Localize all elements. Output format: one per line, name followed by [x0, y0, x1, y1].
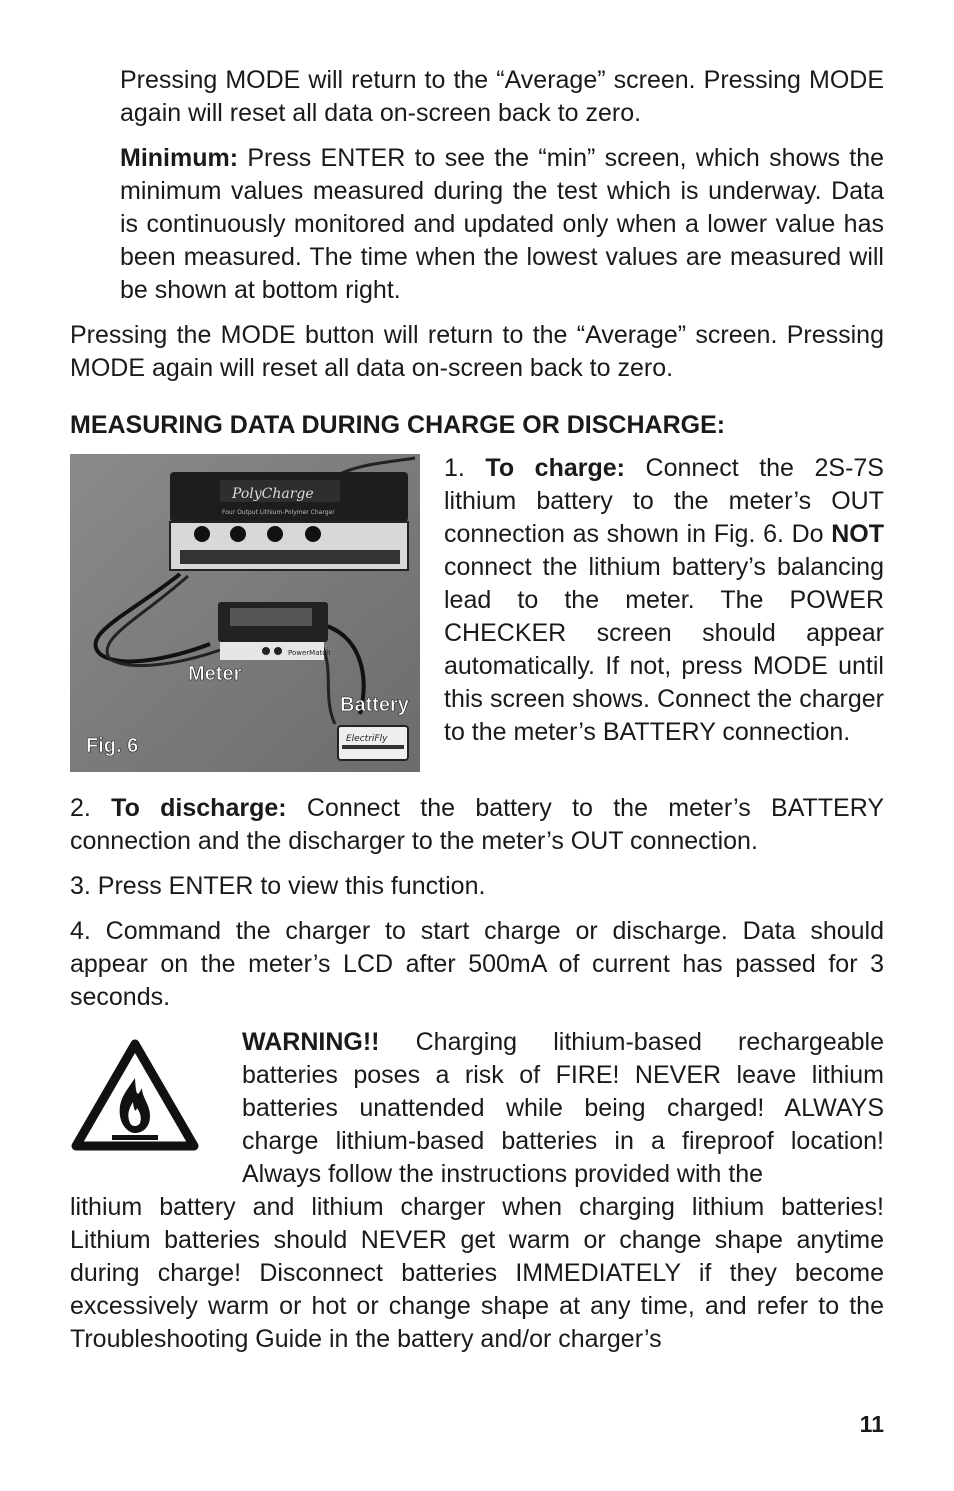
warning-text-top — [242, 1026, 884, 1191]
step-2-discharge — [70, 792, 884, 858]
step-1-text-a: Connect the 2S-7S lithium battery to the meter’s OUT connection as shown in Fig. 6. Do — [444, 454, 884, 548]
battery-brand-text: ElectriFly — [346, 734, 388, 744]
warning-block — [70, 1026, 884, 1191]
minimum-text: Press ENTER to see the “min” screen, which shows the minimum values measured during the test which is underway. Data is continuously monitored and updated only when a lower value has been measured. The time when the lowest values are measured will be shown at bottom right. — [120, 144, 884, 304]
step-1-charge — [444, 452, 884, 749]
paragraph-minimum — [120, 142, 884, 307]
charger-brand-text: PolyCharge — [232, 486, 314, 502]
meter-brand-text: PowerMatch — [288, 649, 331, 657]
step-3: 3. Press ENTER to view this function. — [70, 872, 486, 900]
paragraph-mode-return: Pressing the MODE button will return to the “Average” screen. Pressing MODE again will reset all data on-screen back to zero. — [70, 321, 884, 382]
step-4: 4. Command the charger to start charge or discharge. Data should appear on the meter’s LCD after 500mA of current has passed for 3 seconds. — [70, 917, 884, 1011]
step-2-text: Connect the battery to the meter’s BATTERY connection and the discharger to the meter’s OUT connection. — [70, 794, 885, 855]
step-2-lead: To discharge: — [111, 794, 287, 822]
step-1-not: NOT — [831, 520, 884, 548]
page-number: 11 — [859, 1411, 884, 1437]
charger-subtitle-text: Four Output Lithium-Polymer Charger — [222, 509, 335, 516]
step-1-lead: To charge: — [485, 454, 625, 482]
warning-lead: WARNING!! — [242, 1028, 380, 1056]
label-battery: Battery — [340, 694, 409, 716]
figure-6-photo — [70, 454, 420, 772]
step-1-text-b: connect the lithium battery’s balancing lead to the meter. The POWER CHECKER screen should appear automatically. If not, press MODE until this screen shows. Connect the charger to the meter’s BATTERY connection. — [444, 553, 884, 746]
figure-illustration — [70, 454, 420, 772]
warning-text-bottom: lithium battery and lithium charger when charging lithium batteries! Lithium batteries should NEVER get warm or change shape anytime during charge! Disconnect batteries IMMEDIATELY if they become excessively warm or hot or change shape at any time, and refer to the Troubleshooting Guide in the battery and/or charger’s — [70, 1193, 884, 1353]
minimum-label: Minimum: — [120, 144, 239, 172]
warning-body-top: Charging lithium-based rechargeable batteries poses a risk of FIRE! NEVER leave lithium batteries unattended while being charged! ALWAYS charge lithium-based batteries in a fireproof location! Always follow the instructions provided with the — [242, 1028, 884, 1188]
label-meter: Meter — [188, 663, 242, 685]
paragraph-average-reset: Pressing MODE will return to the “Average” screen. Pressing MODE again will reset all data on-screen back to zero. — [120, 66, 884, 127]
step-2-number: 2. — [70, 794, 91, 822]
step-1-number: 1. — [444, 454, 465, 482]
figure-caption: Fig. 6 — [86, 735, 139, 757]
figure-row — [70, 452, 884, 780]
section-heading: MEASURING DATA DURING CHARGE OR DISCHARGE: — [70, 411, 726, 439]
page-body — [70, 64, 884, 1356]
fire-warning-icon — [70, 1038, 200, 1153]
